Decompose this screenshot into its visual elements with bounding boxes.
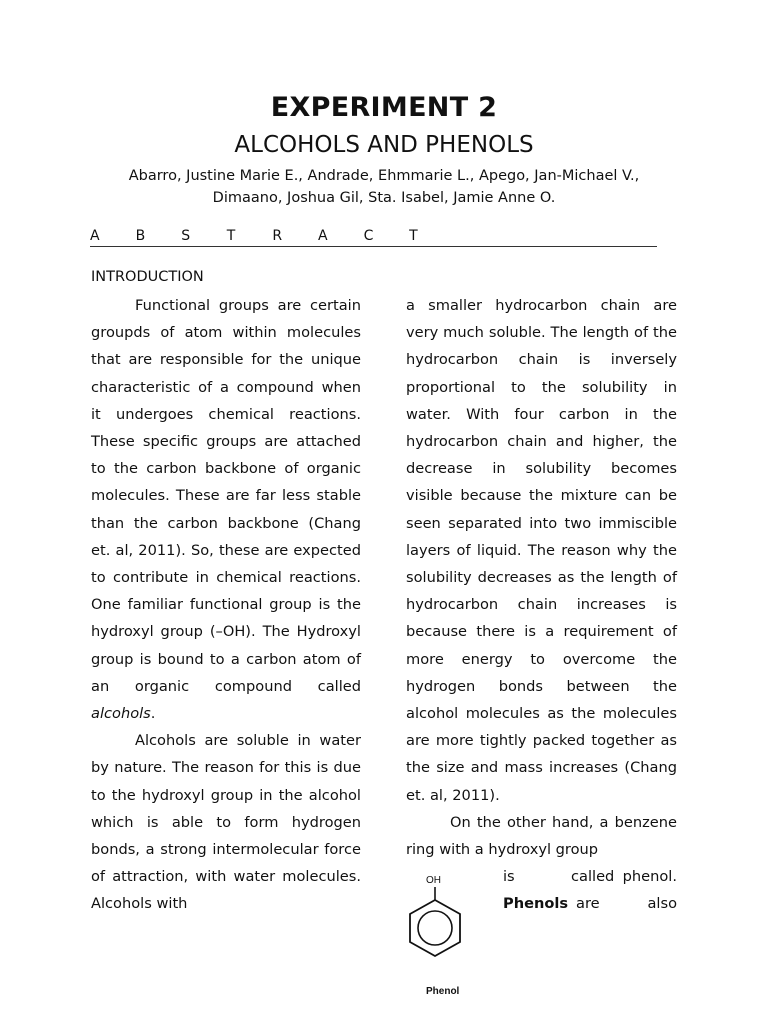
paper-title: EXPERIMENT 2 [270,92,498,123]
word-phenol: phenol. [622,868,677,885]
abstract-letter: T [226,228,236,244]
italic-term: alcohols [91,705,151,723]
paragraph-phenol-intro: On the other hand, a benzene ring with a hydroxyl group [406,813,677,859]
abstract-letter: A [90,228,100,244]
aromatic-circle [418,911,452,945]
abstract-heading [90,228,657,247]
abstract-letter: A [317,228,328,244]
paragraph-functional-groups [91,292,361,727]
paragraph-text: . [150,705,156,723]
term-phenols: Phenols [503,895,569,912]
figure-caption: Phenol [426,986,460,997]
right-column [406,292,677,863]
authors-line-2: Dimaano, Joshua Gil, Sta. Isabel, Jamie Anne O. [212,190,556,206]
word-is: is [503,868,515,885]
abstract-letter: S [181,228,191,244]
word-are: are [576,895,600,912]
paragraph-text: Functional groups are certain groupds of atom within molecules that are responsible for the unique characteristic of a compound when it undergoes chemical reactions. These specific groups are attached to the carbon backbone of organic molecules. These are far less stable than the carbon backbone (Chang et. al, 2011). So, these are expected to contribute in chemical reactions. One familiar functional group is the hydroxyl group (–OH). The Hydroxyl group is bound to a carbon atom of an organic compound called [91,297,361,695]
word-also: also [647,895,677,912]
abstract-letter: B [135,228,146,244]
phenol-structure-figure [408,870,498,998]
paragraph-chain-length: a smaller hydrocarbon chain are very much soluble. The length of the hydrocarbon chain is inversely proportional to the solubility in water. With four carbon in the hydrocarbon chain and higher, the decrease in solubility becomes visible because the mixture can be seen separated into two immiscible layers of liquid. The reason why the solubility decreases as the length of hydrocarbon chain increases is because there is a requirement of more energy to overcome the hydrogen bonds between the alcohol molecules as the molecules are more tightly packed together as the size and mass increases (Chang et. al, 2011). [406,297,677,804]
word-called: called [571,868,615,885]
author-list [0,165,768,209]
paragraph-alcohol-solubility: Alcohols are soluble in water by nature. The reason for this is due to the hydroxyl group in the alcohol which is able to form hydrogen bonds, a strong intermolecular force of attraction, with water molecules. Alcohols with [91,732,361,913]
oh-label: OH [426,875,441,886]
abstract-letter: T [409,228,418,244]
abstract-letter: C [363,228,374,244]
authors-line-1: Abarro, Justine Marie E., Andrade, Ehmmarie L., Apego, Jan-Michael V., [128,168,640,184]
section-heading-introduction: INTRODUCTION [91,269,204,285]
paper-subtitle: ALCOHOLS AND PHENOLS [234,132,534,158]
left-column [91,292,361,918]
abstract-letter: R [272,228,283,244]
